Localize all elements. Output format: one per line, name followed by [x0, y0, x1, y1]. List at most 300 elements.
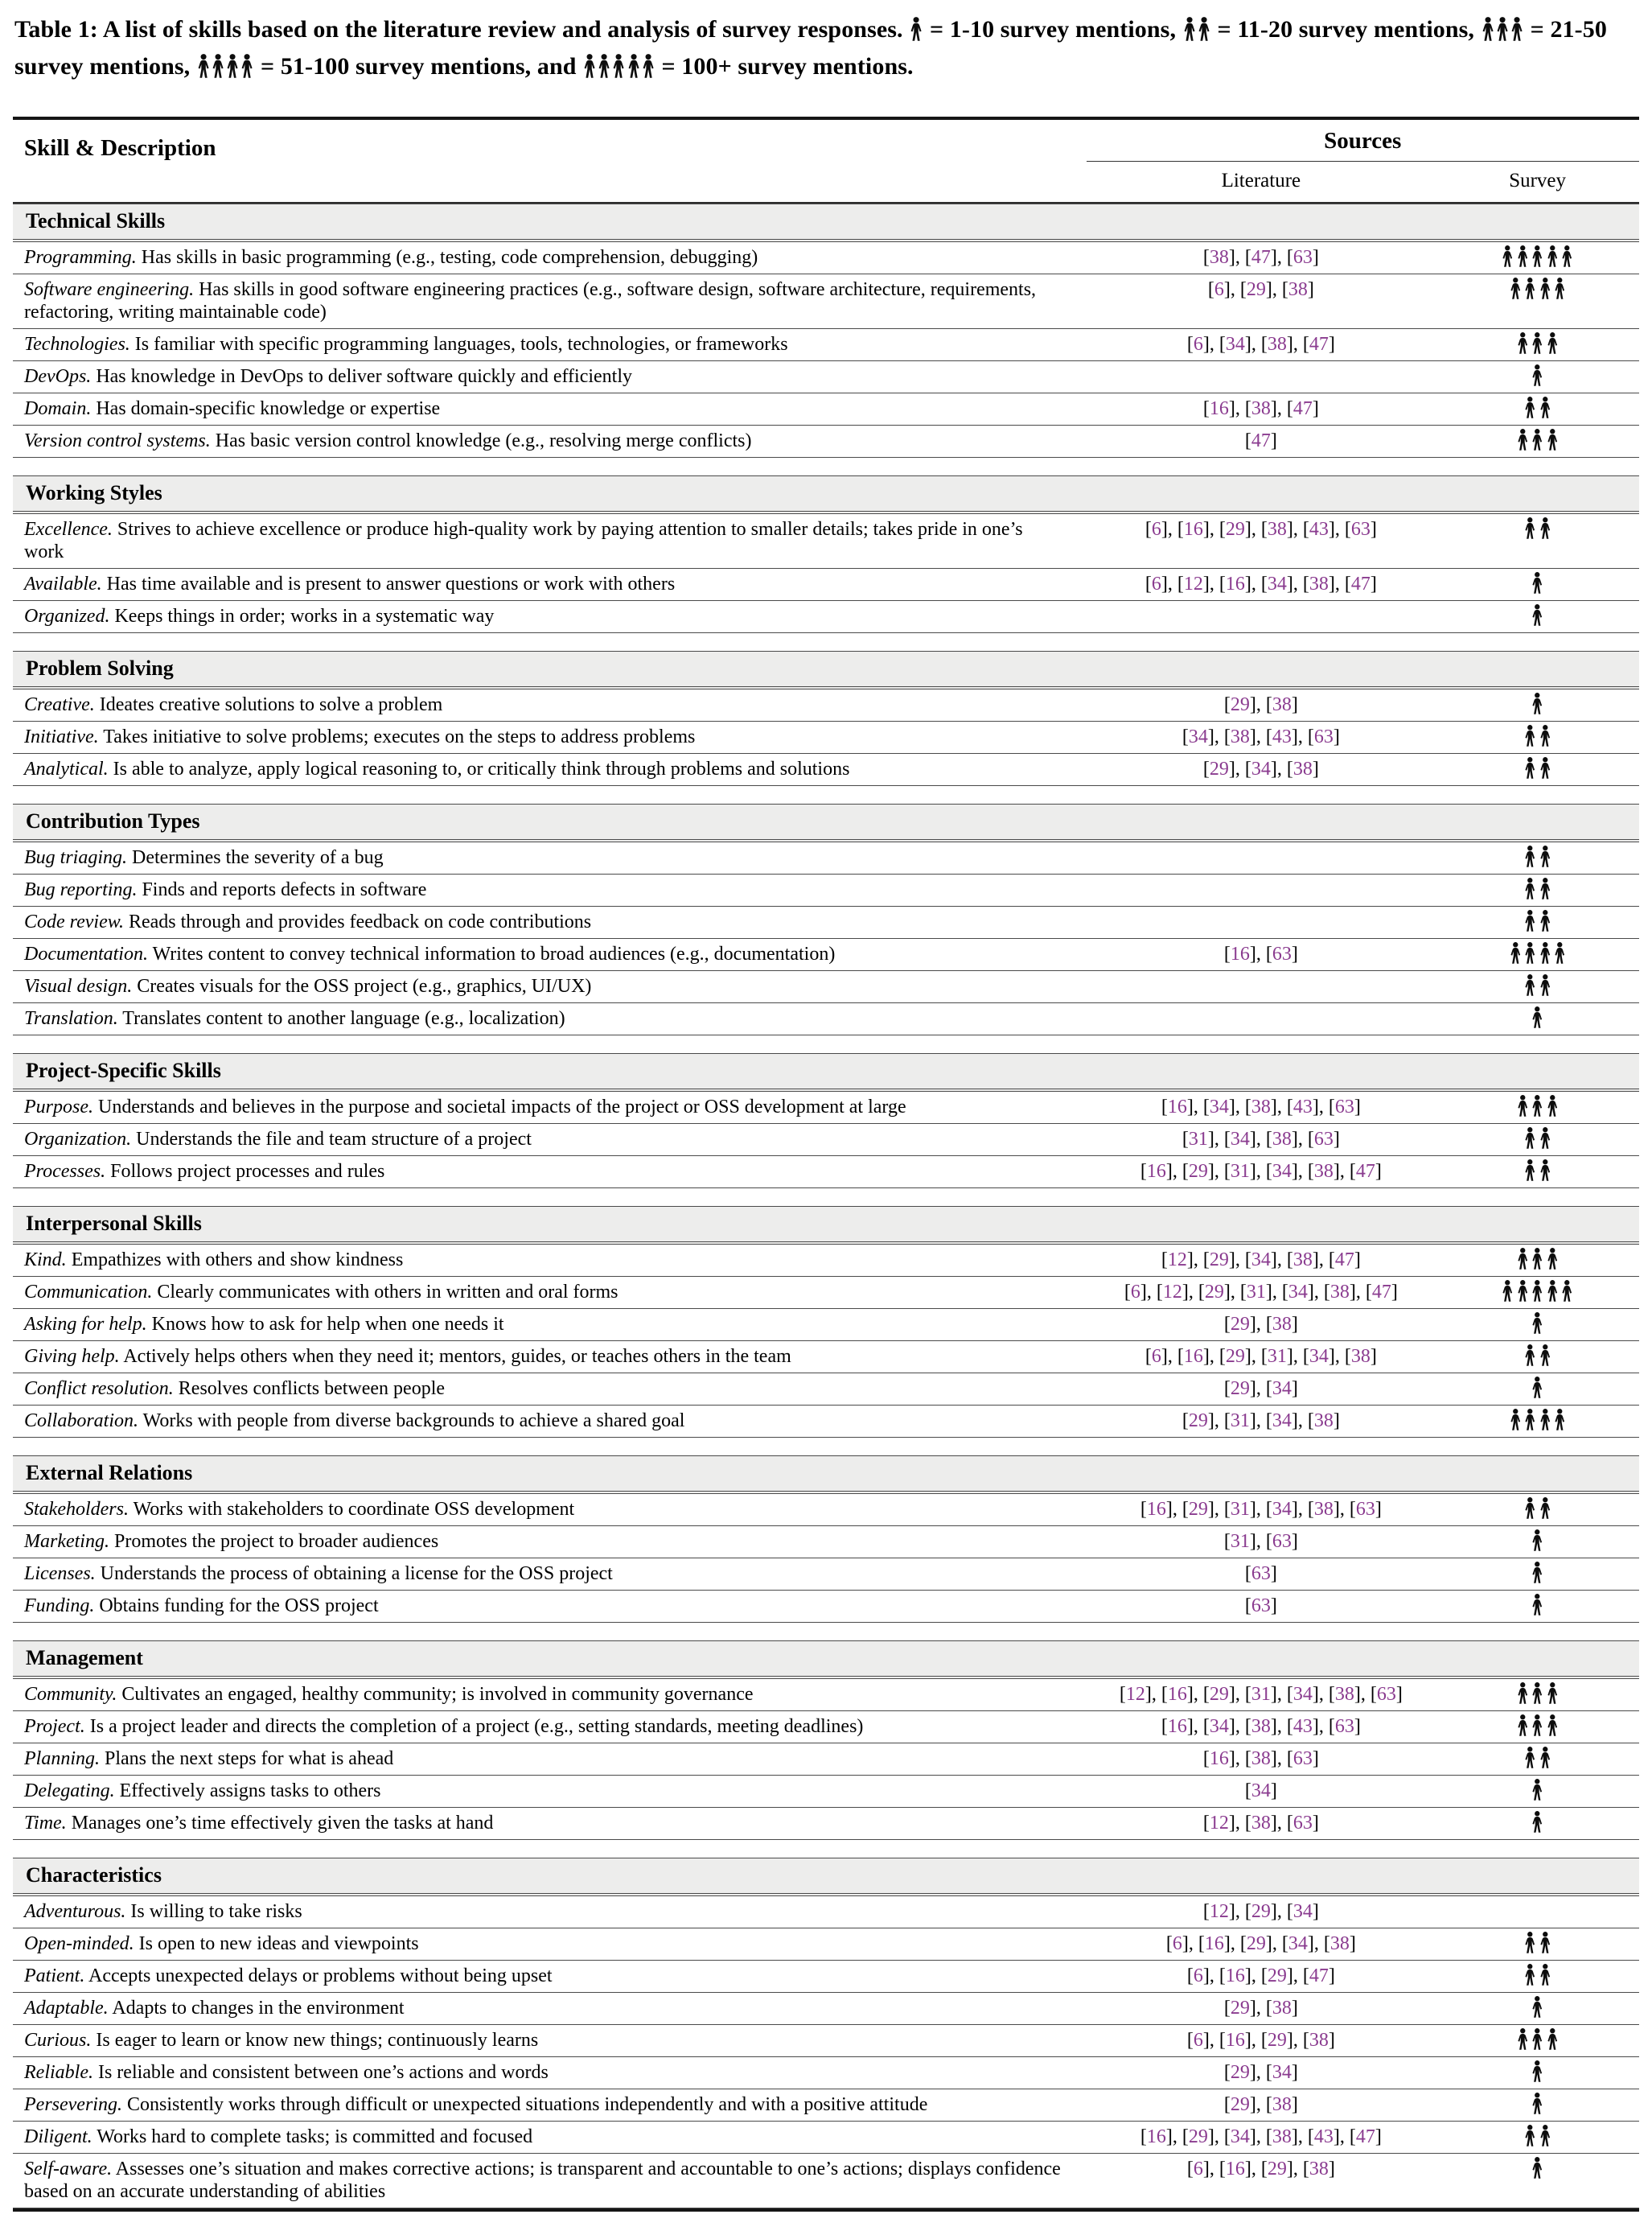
section-rows	[13, 1245, 1639, 1438]
citation-link[interactable]: [34]	[1218, 334, 1251, 356]
citation-link[interactable]: [16]	[1140, 2126, 1173, 2148]
citation-separator: ,	[1297, 2126, 1308, 2148]
citation-link[interactable]: [38]	[1244, 1716, 1277, 1738]
person-icon	[1524, 517, 1536, 539]
survey-mentions-cell	[1436, 1746, 1639, 1772]
citation-link[interactable]: [34]	[1244, 1780, 1277, 1802]
skill-name: Processes.	[24, 1161, 106, 1183]
citation-link[interactable]: [34]	[1202, 1716, 1235, 1738]
citation-separator: ,	[1255, 944, 1266, 965]
citation-link[interactable]: [12]	[1202, 1901, 1235, 1923]
citation-link[interactable]: [63]	[1286, 247, 1319, 269]
person-icon	[1517, 429, 1529, 451]
citation-link[interactable]: [63]	[1328, 1716, 1361, 1738]
survey-mentions-cell	[1436, 724, 1639, 750]
table-row	[13, 2056, 1639, 2089]
person-icon	[1539, 1344, 1551, 1366]
citation-separator: ,	[1188, 1282, 1198, 1303]
citation-link[interactable]: [34]	[1265, 1499, 1298, 1521]
citation-link[interactable]: [38]	[1328, 1684, 1361, 1706]
citation-link[interactable]: [34]	[1181, 726, 1214, 748]
skill-name: Documentation.	[24, 944, 148, 965]
literature-citations-cell	[1087, 1408, 1436, 1434]
citation-link[interactable]: [63]	[1286, 1748, 1319, 1770]
person-icon	[1539, 1964, 1551, 1986]
citation-link[interactable]: [34]	[1302, 1346, 1335, 1368]
citation-link[interactable]: [63]	[1370, 1684, 1403, 1706]
person-icon	[226, 54, 239, 78]
person-icon	[1539, 846, 1551, 867]
person-icon	[1539, 725, 1551, 747]
citation-link[interactable]: [43]	[1286, 1097, 1319, 1118]
citation-link[interactable]: [29]	[1223, 2062, 1256, 2084]
citation-link[interactable]: [43]	[1286, 1716, 1319, 1738]
skill-name: Kind.	[24, 1249, 67, 1271]
table-row	[13, 1373, 1639, 1405]
citation-separator: ,	[1313, 1282, 1324, 1303]
citation-link[interactable]: [16]	[1218, 2030, 1251, 2052]
citation-link[interactable]: [38]	[1302, 574, 1335, 595]
citation-separator: ,	[1193, 1716, 1203, 1738]
skill-name: Adaptable.	[24, 1998, 109, 2019]
skill-description: Understands the file and team structure of a project	[136, 1129, 532, 1150]
citation-separator: ,	[1360, 1684, 1371, 1706]
table-body	[13, 204, 1639, 2208]
section-header: Working Styles	[13, 475, 1639, 514]
survey-mentions-cell	[1436, 1714, 1639, 1739]
citation-link[interactable]: [38]	[1323, 1933, 1356, 1955]
literature-citations-cell	[1087, 1344, 1436, 1369]
skill-description-cell	[13, 1931, 1087, 1957]
legend-icon-group	[196, 53, 255, 80]
citation-separator: ,	[1339, 1161, 1350, 1183]
citation-link[interactable]: [63]	[1344, 519, 1377, 541]
person-icon	[1539, 974, 1551, 996]
citation-link[interactable]: [38]	[1244, 398, 1277, 420]
person-icon	[1547, 1248, 1559, 1270]
citation-link[interactable]: [47]	[1302, 334, 1335, 356]
citation-link[interactable]: [47]	[1286, 398, 1319, 420]
person-icon	[1524, 725, 1536, 747]
skill-name: Organization.	[24, 1129, 132, 1150]
citation-link[interactable]: [12]	[1161, 1249, 1194, 1271]
skill-name: Persevering.	[24, 2094, 122, 2116]
person-icon	[1524, 1344, 1536, 1366]
section-rows	[13, 1092, 1639, 1188]
citation-link[interactable]: [16]	[1218, 574, 1251, 595]
skill-name: Reliable.	[24, 2062, 93, 2084]
skill-name: Project.	[24, 1716, 85, 1738]
citation-link[interactable]: [6]	[1186, 2030, 1210, 2052]
table-caption-lead: Table 1: A list of skills based on the literature review and analysis of survey responses.	[14, 16, 903, 43]
citation-link[interactable]: [16]	[1161, 1716, 1194, 1738]
table-row	[13, 721, 1639, 753]
skill-description-cell	[13, 2156, 1087, 2204]
literature-citations-cell	[1087, 1681, 1436, 1707]
citation-link[interactable]: [6]	[1144, 574, 1168, 595]
citation-link[interactable]: [47]	[1244, 247, 1277, 269]
table-row	[13, 2153, 1639, 2208]
literature-citations-cell	[1087, 396, 1436, 422]
person-icon	[1183, 17, 1196, 41]
literature-citations-cell	[1087, 1376, 1436, 1401]
citation-separator: ,	[1251, 2030, 1261, 2052]
citation-link[interactable]: [63]	[1349, 1499, 1382, 1521]
citation-link[interactable]: [38]	[1244, 1813, 1277, 1834]
citation-link[interactable]: [31]	[1223, 1410, 1256, 1432]
literature-citations-cell	[1087, 1529, 1436, 1554]
citation-link[interactable]: [38]	[1286, 759, 1319, 780]
citation-separator: ,	[1276, 247, 1287, 269]
citation-link[interactable]: [6]	[1144, 1346, 1168, 1368]
citation-link[interactable]: [31]	[1223, 1499, 1256, 1521]
citation-link[interactable]: [29]	[1223, 1378, 1256, 1400]
citation-separator: ,	[1146, 1282, 1157, 1303]
citation-link[interactable]: [38]	[1244, 1748, 1277, 1770]
skill-description-cell	[13, 1094, 1087, 1120]
skill-description: Accepts unexpected delays or problems without being upset	[88, 1965, 553, 1987]
skill-description-cell	[13, 756, 1087, 782]
person-icon	[1547, 1095, 1559, 1117]
citation-link[interactable]: [12]	[1202, 1813, 1235, 1834]
citation-link[interactable]: [38]	[1265, 694, 1298, 716]
survey-mentions-cell	[1436, 2092, 1639, 2118]
person-icon	[1531, 1280, 1543, 1302]
citation-link[interactable]: [34]	[1244, 1249, 1277, 1271]
citation-separator: ,	[1318, 1716, 1329, 1738]
citation-link[interactable]: [29]	[1198, 1282, 1231, 1303]
citation-link[interactable]: [63]	[1286, 1813, 1319, 1834]
citation-link[interactable]: [16]	[1202, 398, 1235, 420]
citation-link[interactable]: [34]	[1265, 1410, 1298, 1432]
citation-link[interactable]: [38]	[1302, 2030, 1335, 2052]
survey-mentions-cell	[1436, 1279, 1639, 1305]
citation-link[interactable]: [63]	[1307, 726, 1340, 748]
literature-citations-cell	[1087, 2092, 1436, 2118]
survey-mentions-cell	[1436, 2027, 1639, 2053]
citation-link[interactable]: [34]	[1223, 1129, 1256, 1150]
citation-link[interactable]: [38]	[1265, 2094, 1298, 2116]
literature-citations-cell	[1087, 941, 1436, 967]
citation-link[interactable]: [38]	[1307, 1161, 1340, 1183]
citation-link[interactable]: [16]	[1140, 1161, 1173, 1183]
citation-link[interactable]: [12]	[1119, 1684, 1152, 1706]
person-icon	[1481, 17, 1494, 41]
citation-link[interactable]: [38]	[1260, 519, 1293, 541]
person-icon	[1531, 1529, 1543, 1551]
citation-link[interactable]: [38]	[1265, 1314, 1298, 1336]
citation-separator: ,	[1193, 1097, 1203, 1118]
citation-link[interactable]: [38]	[1265, 1998, 1298, 2019]
citation-link[interactable]: [29]	[1202, 1249, 1235, 1271]
citation-link[interactable]: [34]	[1281, 1282, 1314, 1303]
citation-link[interactable]: [12]	[1156, 1282, 1189, 1303]
citation-separator: ,	[1251, 2159, 1261, 2180]
person-icon	[1539, 1747, 1551, 1768]
citation-link[interactable]: [47]	[1344, 574, 1377, 595]
survey-mentions-cell	[1436, 1496, 1639, 1522]
citation-link[interactable]: [31]	[1223, 1161, 1256, 1183]
person-icon	[1517, 1248, 1529, 1270]
survey-mentions-cell	[1436, 1344, 1639, 1369]
skill-description: Has skills in basic programming (e.g., testing, code comprehension, debugging)	[141, 247, 758, 269]
citation-link[interactable]: [29]	[1181, 2126, 1214, 2148]
citation-separator: ,	[1297, 726, 1308, 748]
citation-link[interactable]: [38]	[1223, 726, 1256, 748]
citation-separator: ,	[1272, 1933, 1282, 1955]
citation-link[interactable]: [29]	[1223, 1314, 1256, 1336]
citation-link[interactable]: [16]	[1177, 1346, 1210, 1368]
section-header: Interpersonal Skills	[13, 1206, 1639, 1245]
citation-separator: ,	[1272, 1282, 1282, 1303]
citation-link[interactable]: [16]	[1177, 519, 1210, 541]
survey-mentions-cell	[1436, 2060, 1639, 2085]
citation-link[interactable]: [38]	[1307, 1499, 1340, 1521]
citation-link[interactable]: [29]	[1181, 1499, 1214, 1521]
citation-link[interactable]: [29]	[1260, 2159, 1293, 2180]
person-icon	[1517, 1682, 1529, 1704]
citation-link[interactable]: [34]	[1202, 1097, 1235, 1118]
citation-separator: ,	[1214, 1499, 1224, 1521]
citation-link[interactable]: [34]	[1281, 1933, 1314, 1955]
citation-link[interactable]: [29]	[1260, 2030, 1293, 2052]
skill-name: Software engineering.	[24, 279, 195, 301]
citation-link[interactable]: [29]	[1181, 1410, 1214, 1432]
citation-link[interactable]: [63]	[1244, 1563, 1277, 1585]
citation-link[interactable]: [43]	[1307, 2126, 1340, 2148]
citation-link[interactable]: [34]	[1265, 1161, 1298, 1183]
citation-link[interactable]: [38]	[1344, 1346, 1377, 1368]
citation-separator: ,	[1172, 1161, 1182, 1183]
skill-description-cell	[13, 973, 1087, 999]
survey-mentions-cell	[1436, 2156, 1639, 2204]
table-row	[13, 842, 1639, 874]
citation-link[interactable]: [6]	[1144, 519, 1168, 541]
person-icon	[1531, 1377, 1543, 1398]
table-row	[13, 1002, 1639, 1035]
person-icon	[642, 54, 655, 78]
person-icon	[1524, 1127, 1536, 1149]
citation-link[interactable]: [47]	[1328, 1249, 1361, 1271]
citation-link[interactable]: [29]	[1223, 694, 1256, 716]
citation-link[interactable]: [29]	[1239, 1933, 1272, 1955]
person-icon	[1531, 1682, 1543, 1704]
citation-link[interactable]: [47]	[1365, 1282, 1398, 1303]
citation-link[interactable]: [29]	[1260, 1965, 1293, 1987]
citation-link[interactable]: [29]	[1223, 1998, 1256, 2019]
citation-link[interactable]: [16]	[1198, 1933, 1231, 1955]
skill-description: Has time available and is present to answer questions or work with others	[106, 574, 676, 595]
citation-link[interactable]: [34]	[1265, 2062, 1298, 2084]
citation-link[interactable]: [38]	[1307, 1410, 1340, 1432]
citation-link[interactable]: [47]	[1349, 2126, 1382, 2148]
literature-citations-cell	[1087, 603, 1436, 629]
citation-link[interactable]: [6]	[1207, 279, 1231, 301]
table-row	[13, 1155, 1639, 1187]
citation-separator: ,	[1235, 1748, 1245, 1770]
citation-link[interactable]: [47]	[1349, 1161, 1382, 1183]
skill-description-cell	[13, 1899, 1087, 1924]
citation-link[interactable]: [38]	[1244, 1097, 1277, 1118]
citation-link[interactable]: [16]	[1223, 944, 1256, 965]
citation-link[interactable]: [29]	[1181, 1161, 1214, 1183]
skill-name: Code review.	[24, 912, 124, 933]
person-icon	[240, 54, 253, 78]
survey-mentions-cell	[1436, 1963, 1639, 1989]
citation-link[interactable]: [43]	[1265, 726, 1298, 748]
skill-description: Assesses one’s situation and makes corrective actions; is transparent and accountable to one’s actions; displays confidence based on an accurate understanding of abilities	[24, 2159, 1061, 2203]
citation-link[interactable]: [31]	[1181, 1129, 1214, 1150]
citation-link[interactable]: [16]	[1218, 2159, 1251, 2180]
citation-separator: ,	[1255, 1410, 1266, 1432]
citation-link[interactable]: [34]	[1260, 574, 1293, 595]
survey-mentions-cell	[1436, 2124, 1639, 2150]
citation-link[interactable]: [38]	[1286, 1249, 1319, 1271]
citation-link[interactable]: [16]	[1218, 1965, 1251, 1987]
citation-link[interactable]: [43]	[1302, 519, 1335, 541]
skill-name: Analytical.	[24, 759, 109, 780]
citation-link[interactable]: [16]	[1140, 1499, 1173, 1521]
citation-link[interactable]: [29]	[1218, 1346, 1251, 1368]
section-gap	[13, 458, 1639, 475]
citation-link[interactable]: [47]	[1244, 430, 1277, 452]
literature-citations-cell	[1087, 1810, 1436, 1836]
citation-link[interactable]: [63]	[1265, 944, 1298, 965]
survey-mentions-cell	[1436, 1126, 1639, 1152]
skill-description: Manages one’s time effectively given the tasks at hand	[71, 1813, 494, 1834]
legend-text: = 100+ survey mentions.	[655, 52, 914, 80]
table-row	[13, 906, 1639, 938]
citation-link[interactable]: [38]	[1265, 2126, 1298, 2148]
citation-link[interactable]: [38]	[1281, 279, 1314, 301]
citation-link[interactable]: [6]	[1165, 1933, 1189, 1955]
citation-link[interactable]: [63]	[1307, 1129, 1340, 1150]
citation-link[interactable]: [34]	[1244, 759, 1277, 780]
literature-citations-cell	[1087, 364, 1436, 389]
citation-link[interactable]: [38]	[1202, 247, 1235, 269]
person-icon	[1510, 278, 1522, 299]
citation-link[interactable]: [6]	[1186, 1965, 1210, 1987]
skill-description-cell	[13, 1376, 1087, 1401]
table-row	[13, 360, 1639, 393]
skill-name: Self-aware.	[24, 2159, 113, 2180]
skill-description-cell	[13, 1995, 1087, 2021]
citation-link[interactable]: [29]	[1239, 279, 1272, 301]
citation-link[interactable]: [47]	[1302, 1965, 1335, 1987]
survey-mentions-cell	[1436, 1681, 1639, 1707]
citation-link[interactable]: [16]	[1161, 1097, 1194, 1118]
table-row	[13, 1590, 1639, 1622]
citation-link[interactable]: [38]	[1260, 334, 1293, 356]
table-row	[13, 1807, 1639, 1839]
person-icon	[1524, 878, 1536, 899]
table-caption	[14, 11, 1638, 84]
citation-separator: ,	[1209, 1965, 1219, 1987]
citation-link[interactable]: [6]	[1186, 334, 1210, 356]
skill-description-cell	[13, 1963, 1087, 1989]
citation-separator: ,	[1297, 1129, 1308, 1150]
skill-name: Delegating.	[24, 1780, 115, 1802]
skill-description-cell	[13, 2027, 1087, 2053]
skill-description-cell	[13, 2092, 1087, 2118]
citation-link[interactable]: [12]	[1177, 574, 1210, 595]
skill-description-cell	[13, 603, 1087, 629]
table-row	[13, 1960, 1639, 1992]
citation-link[interactable]: [34]	[1265, 1378, 1298, 1400]
sources-column-header: Sources	[1087, 126, 1639, 162]
citation-separator: ,	[1276, 398, 1287, 420]
table-row	[13, 689, 1639, 721]
survey-mentions-cell	[1436, 1778, 1639, 1804]
person-icon	[1531, 1811, 1543, 1833]
citation-link[interactable]: [38]	[1323, 1282, 1356, 1303]
person-icon	[1524, 1409, 1536, 1430]
citation-separator: ,	[1292, 2159, 1303, 2180]
table-row	[13, 2121, 1639, 2153]
citation-link[interactable]: [38]	[1302, 2159, 1335, 2180]
citation-link[interactable]: [31]	[1239, 1282, 1272, 1303]
citation-link[interactable]: [63]	[1265, 1531, 1298, 1553]
skill-name: Available.	[24, 574, 102, 595]
citation-separator: ,	[1209, 2159, 1219, 2180]
citation-separator: ,	[1214, 726, 1224, 748]
table-row	[13, 2024, 1639, 2056]
survey-mentions-cell	[1436, 941, 1639, 967]
citation-link[interactable]: [34]	[1286, 1684, 1319, 1706]
skill-description: Writes content to convey technical information to broad audiences (e.g., documentation)	[152, 944, 836, 965]
person-icon	[1524, 1159, 1536, 1181]
skill-description-cell	[13, 724, 1087, 750]
person-icon	[1547, 2028, 1559, 2050]
skill-description: Ideates creative solutions to solve a problem	[99, 694, 443, 716]
citation-separator: ,	[1297, 1499, 1308, 1521]
citation-separator: ,	[1276, 1097, 1287, 1118]
citation-link[interactable]: [29]	[1202, 759, 1235, 780]
literature-citations-cell	[1087, 428, 1436, 454]
citation-link[interactable]: [29]	[1244, 1901, 1277, 1923]
table-row	[13, 1405, 1639, 1437]
citation-link[interactable]: [6]	[1124, 1282, 1147, 1303]
skill-description: Cultivates an engaged, healthy community; is involved in community governance	[121, 1684, 754, 1706]
citation-link[interactable]: [31]	[1223, 1531, 1256, 1553]
citation-link[interactable]: [29]	[1223, 2094, 1256, 2116]
literature-citations-cell	[1087, 2156, 1436, 2204]
skill-name: Marketing.	[24, 1531, 109, 1553]
citation-link[interactable]: [31]	[1244, 1684, 1277, 1706]
citation-link[interactable]: [34]	[1223, 2126, 1256, 2148]
citation-separator: ,	[1193, 1684, 1203, 1706]
survey-mentions-cell	[1436, 1593, 1639, 1619]
citation-link[interactable]: [6]	[1186, 2159, 1210, 2180]
citation-separator: ,	[1214, 1410, 1224, 1432]
literature-citations-cell	[1087, 1995, 1436, 2021]
citation-link[interactable]: [16]	[1202, 1748, 1235, 1770]
skill-description-cell	[13, 517, 1087, 565]
citation-separator: ,	[1214, 1161, 1224, 1183]
citation-link[interactable]: [16]	[1161, 1684, 1194, 1706]
citation-link[interactable]: [63]	[1244, 1595, 1277, 1617]
citation-link[interactable]: [63]	[1328, 1097, 1361, 1118]
citation-link[interactable]: [29]	[1202, 1684, 1235, 1706]
survey-mentions-cell	[1436, 1561, 1639, 1587]
citation-link[interactable]: [38]	[1265, 1129, 1298, 1150]
citation-link[interactable]: [34]	[1286, 1901, 1319, 1923]
citation-separator: ,	[1255, 726, 1266, 748]
citation-link[interactable]: [31]	[1260, 1346, 1293, 1368]
table-row	[13, 2089, 1639, 2121]
survey-mentions-cell	[1436, 571, 1639, 597]
citation-link[interactable]: [29]	[1218, 519, 1251, 541]
